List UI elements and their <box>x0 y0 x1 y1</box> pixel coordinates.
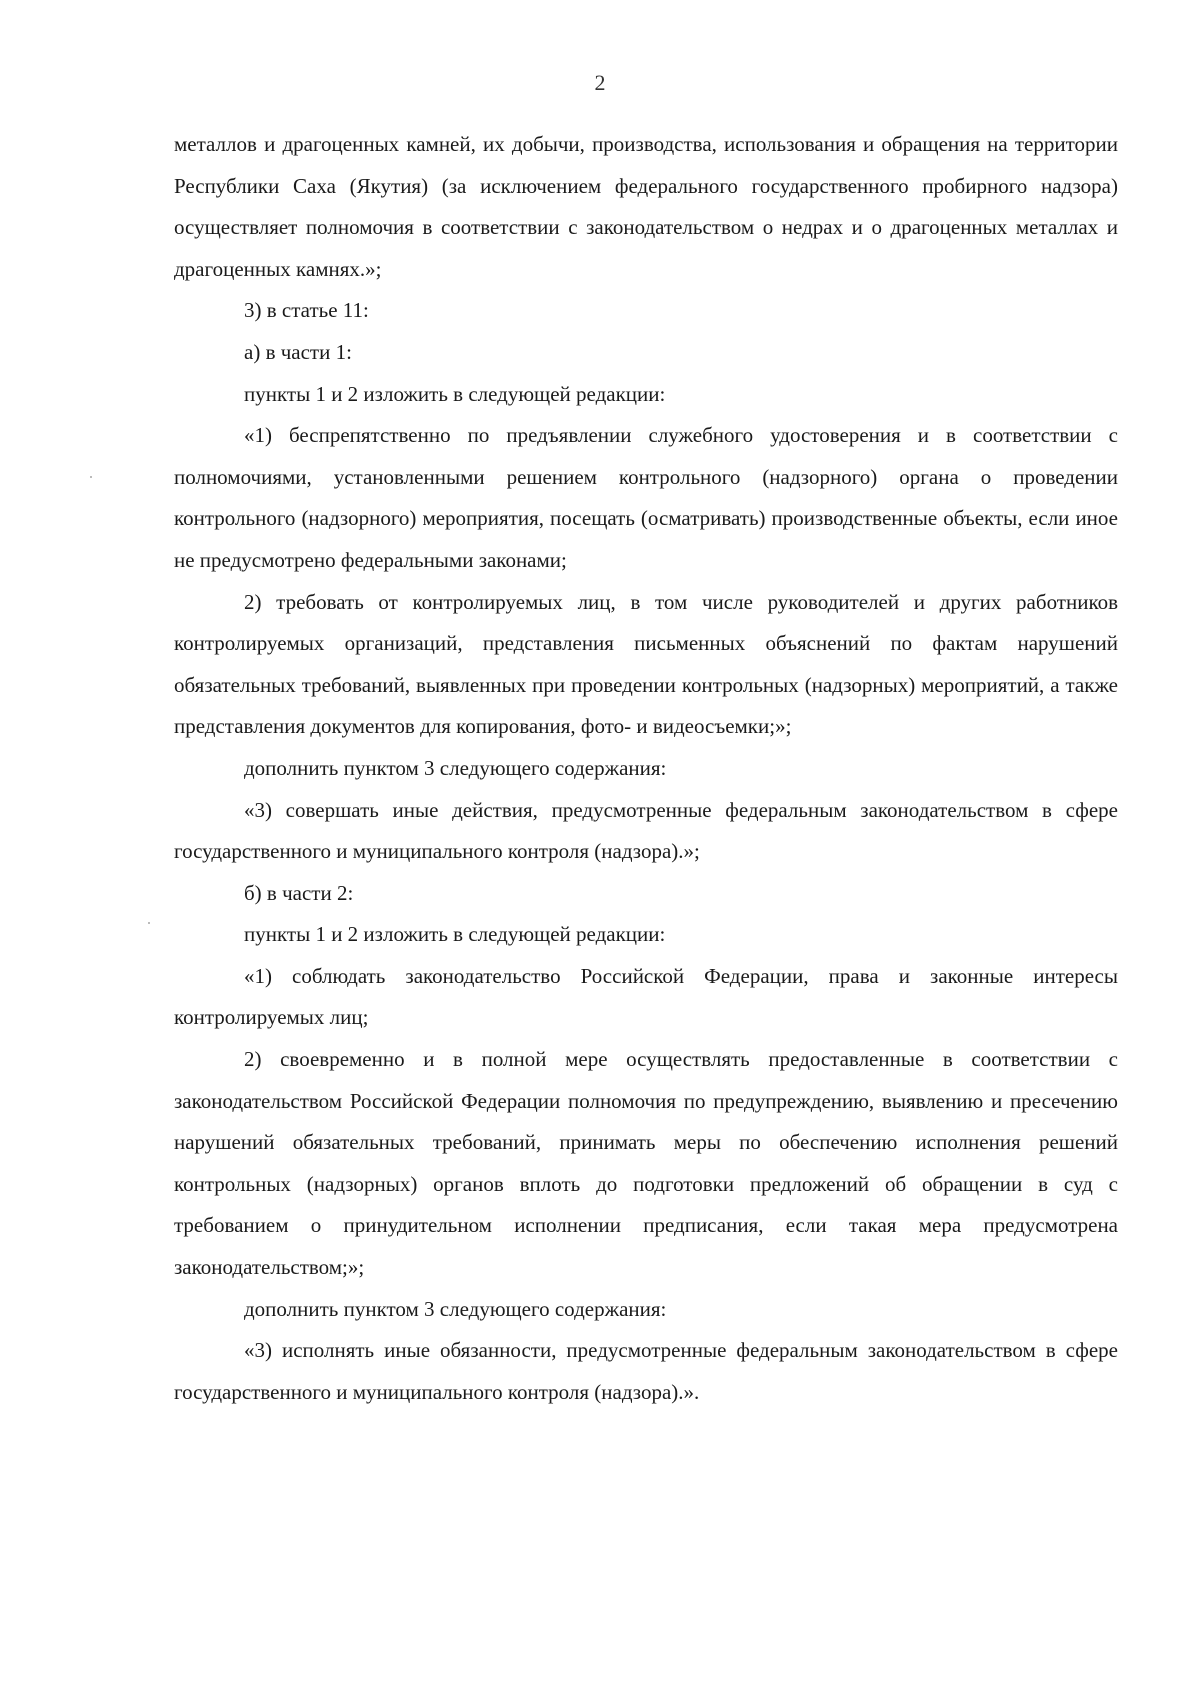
paragraph-item-3-duties: «3) исполнять иные обязанности, предусмотренные федеральным законодательством в сфере государственного и муниципального контроля (надзора).». <box>174 1338 1118 1404</box>
scan-speck <box>90 476 92 478</box>
paragraph-item-3-rights: «3) совершать иные действия, предусмотренные федеральным законодательством в сфере государственного и муниципального контроля (надзора).»; <box>174 797 1118 864</box>
paragraph-continuation: металлов и драгоценных камней, их добычи, производства, использования и обращения на территории Республики Саха (Якутия) (за исключением федерального государственного пробирного надзора) осуществляет полномочия в соответствии с законодательством о недрах и о драгоценных металлах и драгоценных камнях.»; <box>174 132 1118 281</box>
paragraph-part-1: а) в части 1: <box>244 339 352 364</box>
paragraph-item-1-rights: «1) беспрепятственно по предъявлении служебного удостоверения и в соответствии с полномочиями, установленными решением контрольного (надзорного) органа о проведении контрольного (надзорного) мероприятия, посещать (осматривать) производственные объекты, если иное не предусмотрено федеральными законами; <box>174 423 1118 572</box>
paragraph-items-1-2-edit: пункты 1 и 2 изложить в следующей редакции: <box>244 381 666 406</box>
paragraph-article-11: 3) в статье 11: <box>244 298 369 323</box>
paragraph-add-item-3: дополнить пунктом 3 следующего содержания: <box>244 755 667 780</box>
document-body <box>174 124 1118 1413</box>
scan-speck <box>148 922 150 924</box>
paragraph-add-item-3-part-2: дополнить пунктом 3 следующего содержания: <box>244 1296 667 1321</box>
paragraph-item-1-duties: «1) соблюдать законодательство Российской Федерации, права и законные интересы контролируемых лиц; <box>174 963 1118 1030</box>
paragraph-item-2-rights: 2) требовать от контролируемых лиц, в том числе руководителей и других работников контролируемых организаций, представления письменных объяснений по фактам нарушений обязательных требований, выявленных при проведении контрольных (надзорных) мероприятий, а также представления документов для копирования, фото- и видеосъемки;»; <box>174 589 1118 739</box>
paragraph-items-1-2-edit-part-2: пункты 1 и 2 изложить в следующей редакции: <box>244 922 666 947</box>
paragraph-item-2-duties: 2) своевременно и в полной мере осуществлять предоставленные в соответствии с законодательством Российской Федерации полномочия по предупреждению, выявлению и пресечению нарушений обязательных требований, принимать меры по обеспечению исполнения решений контрольных (надзорных) органов вплоть до подготовки предложений об обращении в суд с требованием о принудительном исполнении предписания, если такая мера предусмотрена законодательством;»; <box>174 1047 1118 1280</box>
paragraph-part-2: б) в части 2: <box>244 880 354 905</box>
page-number: 2 <box>594 70 606 95</box>
